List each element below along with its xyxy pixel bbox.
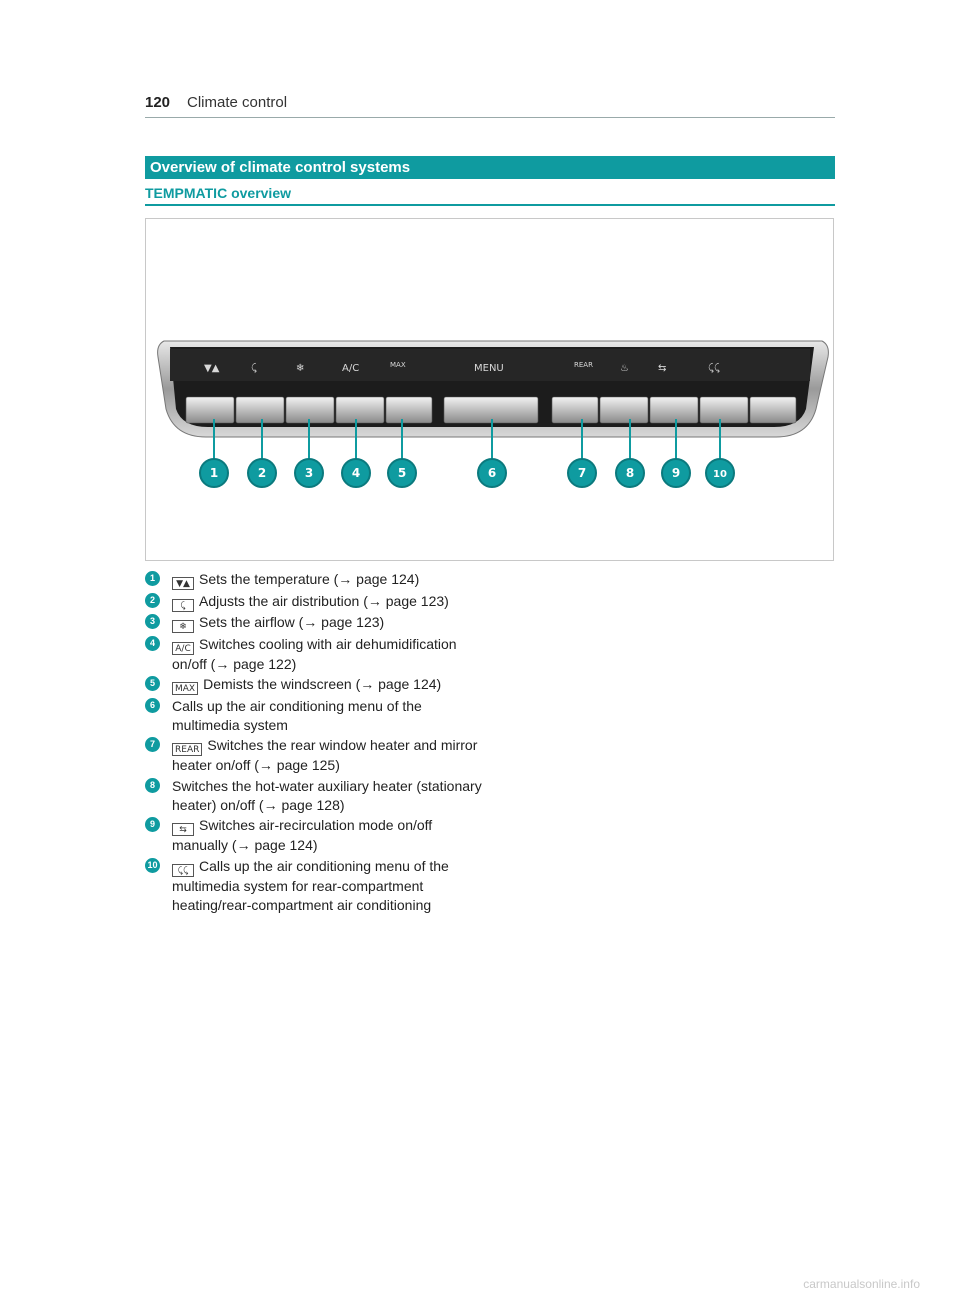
button-4	[336, 397, 384, 423]
windscreen-defrost-icon: MAX	[172, 682, 198, 695]
item-text: Switches the hot-water auxiliary heater (stationary heater) on/off (→ page 128)	[172, 777, 482, 813]
svg-text:4: 4	[351, 466, 361, 480]
legend-item	[145, 736, 485, 775]
airflow-icon: ❄	[172, 620, 194, 633]
rear-symbol: REAR	[574, 361, 593, 369]
item-number-badge: 8	[145, 778, 160, 793]
legend-item	[145, 613, 485, 633]
temp-symbol: ▼▲	[204, 363, 220, 374]
item-number-badge: 7	[145, 737, 160, 752]
header-divider	[145, 117, 835, 118]
button-2	[236, 397, 284, 423]
item-text: Sets the temperature (→ page 124)	[199, 571, 420, 587]
item-text: Sets the airflow (→ page 123)	[199, 614, 385, 630]
air-distribution-symbol: ⤹	[251, 363, 257, 374]
item-text: Switches the rear window heater and mirror heater on/off (→ page 125)	[172, 737, 478, 773]
item-number-badge: 4	[145, 636, 160, 651]
item-number-badge: 10	[145, 858, 160, 873]
menu-symbol: MENU	[474, 363, 504, 374]
callout-9	[662, 459, 690, 487]
svg-text:6: 6	[487, 466, 497, 480]
temperature-arrows-icon: ▼▲	[172, 577, 194, 590]
callout-6	[478, 459, 506, 487]
svg-text:7: 7	[577, 466, 587, 480]
item-number-badge: 5	[145, 676, 160, 691]
button-5	[386, 397, 432, 423]
button-8	[600, 397, 648, 423]
button-7	[552, 397, 598, 423]
chapter-title: Climate control	[187, 94, 288, 111]
item-text: Calls up the air conditioning menu of the multimedia system for rear-compartment heating/rear-compartment air conditioning	[172, 857, 449, 913]
item-number-badge: 3	[145, 614, 160, 629]
svg-text:2: 2	[257, 466, 267, 480]
svg-text:8: 8	[625, 466, 635, 480]
svg-text:1: 1	[209, 466, 219, 480]
rear-window-heater-icon: REAR	[172, 743, 202, 756]
item-text: Switches cooling with air dehumidification on/off (→ page 122)	[172, 635, 457, 672]
callout-10	[706, 459, 734, 487]
legend-item	[145, 697, 485, 735]
svg-text:10: 10	[713, 469, 727, 480]
svg-text:3: 3	[304, 466, 314, 480]
rear-climate-icon: ⤹⤹	[172, 864, 194, 877]
aux-heater-symbol: ♨	[620, 363, 629, 374]
page-header	[145, 94, 835, 118]
legend-list	[145, 570, 485, 916]
item-number-badge: 9	[145, 817, 160, 832]
section-title: Overview of climate control systems	[145, 156, 835, 179]
recirculation-symbol: ⇆	[658, 363, 667, 374]
subsection-divider	[145, 204, 835, 206]
control-panel-figure	[145, 218, 834, 561]
legend-item	[145, 635, 485, 674]
item-text: Calls up the air conditioning menu of the multimedia system	[172, 697, 422, 733]
legend-item	[145, 675, 485, 695]
item-number-badge: 1	[145, 571, 160, 586]
button-1	[186, 397, 234, 423]
legend-item	[145, 592, 485, 612]
legend-item	[145, 777, 485, 815]
item-text: Switches air-recirculation mode on/off manually (→ page 124)	[172, 817, 433, 853]
page-number: 120	[145, 94, 171, 111]
callout-7	[568, 459, 596, 487]
callout-4	[342, 459, 370, 487]
legend-item	[145, 816, 485, 855]
rear-climate-symbol: ⤹⤹	[708, 363, 720, 374]
ac-symbol: A/C	[342, 363, 360, 374]
air-recirculation-icon: ⇆	[172, 823, 194, 836]
airflow-symbol: ❄	[296, 363, 305, 374]
item-number-badge: 6	[145, 698, 160, 713]
button-10	[700, 397, 748, 423]
max-symbol: MAX	[390, 361, 406, 369]
air-distribution-icon: ⤹	[172, 599, 194, 612]
svg-text:9: 9	[671, 466, 681, 480]
control-panel-illustration	[146, 219, 835, 562]
callout-3	[295, 459, 323, 487]
callout-5	[388, 459, 416, 487]
callout-1	[200, 459, 228, 487]
watermark: carmanualsonline.info	[803, 1277, 920, 1291]
item-text: Demists the windscreen (→ page 124)	[203, 676, 442, 692]
button-9	[650, 397, 698, 423]
item-number-badge: 2	[145, 593, 160, 608]
legend-item	[145, 857, 485, 915]
svg-text:5: 5	[397, 466, 407, 480]
button-11	[750, 397, 796, 423]
callout-8	[616, 459, 644, 487]
callout-2	[248, 459, 276, 487]
ac-icon: A/C	[172, 642, 194, 655]
legend-item	[145, 570, 485, 590]
item-text: Adjusts the air distribution (→ page 123)	[199, 592, 449, 609]
subsection-title: TEMPMATIC overview	[145, 185, 291, 201]
